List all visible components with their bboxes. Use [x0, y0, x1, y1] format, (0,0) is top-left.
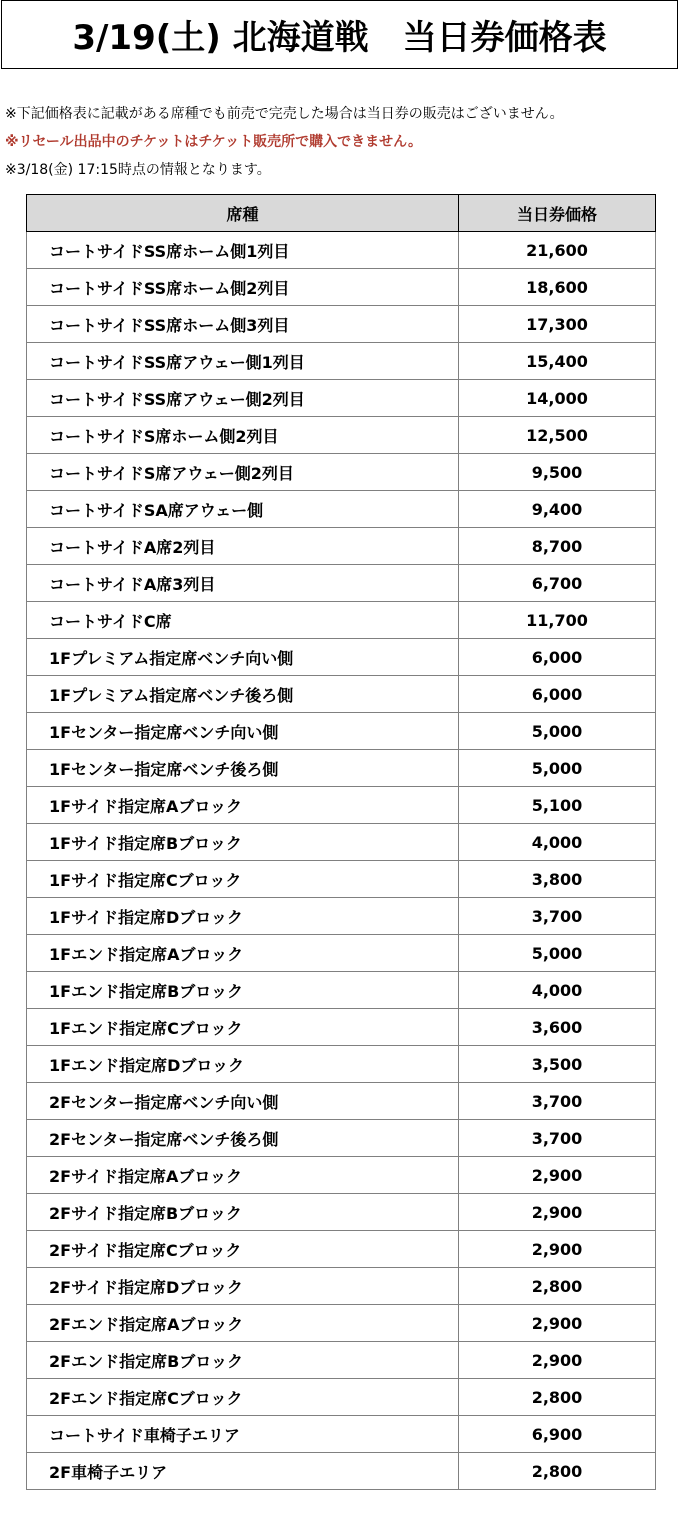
table-row	[27, 972, 656, 1009]
seat-type-cell: 1Fサイド指定席Cブロック	[27, 861, 459, 898]
seat-type-cell: 1Fプレミアム指定席ベンチ向い側	[27, 639, 459, 676]
warning-note: ※リセール出品中のチケットはチケット販売所で購入できません。	[5, 134, 422, 150]
table-row	[27, 417, 656, 454]
table-row	[27, 824, 656, 861]
table-row	[27, 898, 656, 935]
price-cell: 3,700	[459, 1083, 656, 1120]
price-cell: 3,600	[459, 1009, 656, 1046]
table-row	[27, 1305, 656, 1342]
table-row	[27, 1083, 656, 1120]
table-row	[27, 1231, 656, 1268]
seat-type-cell: 2Fサイド指定席Aブロック	[27, 1157, 459, 1194]
price-cell: 11,700	[459, 602, 656, 639]
price-cell: 5,000	[459, 750, 656, 787]
price-cell: 12,500	[459, 417, 656, 454]
price-cell: 8,700	[459, 528, 656, 565]
price-cell: 21,600	[459, 232, 656, 269]
price-cell: 2,900	[459, 1342, 656, 1379]
seat-type-cell: コートサイドA席2列目	[27, 528, 459, 565]
table-row	[27, 1046, 656, 1083]
seat-type-cell: コートサイドSS席アウェー側2列目	[27, 380, 459, 417]
seat-type-cell: コートサイドS席アウェー側2列目	[27, 454, 459, 491]
price-cell: 5,000	[459, 935, 656, 972]
table-row	[27, 1157, 656, 1194]
notes-section	[5, 100, 677, 184]
seat-type-cell: 2Fエンド指定席Bブロック	[27, 1342, 459, 1379]
table-row	[27, 639, 656, 676]
seat-type-cell: 1Fプレミアム指定席ベンチ後ろ側	[27, 676, 459, 713]
seat-type-cell: 2Fエンド指定席Aブロック	[27, 1305, 459, 1342]
table-row	[27, 1379, 656, 1416]
seat-type-cell: コートサイド車椅子エリア	[27, 1416, 459, 1453]
seat-type-cell: コートサイドSS席ホーム側3列目	[27, 306, 459, 343]
price-cell: 3,800	[459, 861, 656, 898]
column-header-seat-type: 席種	[27, 195, 459, 232]
price-cell: 6,700	[459, 565, 656, 602]
page-title: 3/19(土) 北海道戦 当日券価格表	[72, 18, 607, 58]
price-cell: 2,900	[459, 1231, 656, 1268]
seat-type-cell: コートサイドSS席アウェー側1列目	[27, 343, 459, 380]
table-row	[27, 750, 656, 787]
table-row	[27, 380, 656, 417]
seat-type-cell: 1Fエンド指定席Cブロック	[27, 1009, 459, 1046]
price-cell: 17,300	[459, 306, 656, 343]
table-header-row	[27, 195, 656, 232]
price-table	[26, 194, 656, 1490]
price-cell: 14,000	[459, 380, 656, 417]
table-row	[27, 528, 656, 565]
table-row	[27, 935, 656, 972]
price-cell: 6,000	[459, 676, 656, 713]
title-box	[1, 0, 678, 69]
seat-type-cell: コートサイドSA席アウェー側	[27, 491, 459, 528]
seat-type-cell: コートサイドA席3列目	[27, 565, 459, 602]
price-cell: 3,700	[459, 898, 656, 935]
table-row	[27, 713, 656, 750]
table-row	[27, 491, 656, 528]
seat-type-cell: 1Fセンター指定席ベンチ向い側	[27, 713, 459, 750]
price-cell: 2,900	[459, 1305, 656, 1342]
price-cell: 18,600	[459, 269, 656, 306]
seat-type-cell: コートサイドS席ホーム側2列目	[27, 417, 459, 454]
info-note: ※下記価格表に記載がある席種でも前売で完売した場合は当日券の販売はございません。	[5, 106, 564, 122]
price-cell: 3,700	[459, 1120, 656, 1157]
seat-type-cell: 1Fサイド指定席Aブロック	[27, 787, 459, 824]
price-cell: 2,900	[459, 1157, 656, 1194]
table-row	[27, 454, 656, 491]
price-cell: 4,000	[459, 824, 656, 861]
price-cell: 6,900	[459, 1416, 656, 1453]
seat-type-cell: 2F車椅子エリア	[27, 1453, 459, 1490]
table-row	[27, 306, 656, 343]
seat-type-cell: 1Fサイド指定席Dブロック	[27, 898, 459, 935]
price-cell: 4,000	[459, 972, 656, 1009]
table-row	[27, 343, 656, 380]
seat-type-cell: 2Fセンター指定席ベンチ後ろ側	[27, 1120, 459, 1157]
seat-type-cell: 1Fサイド指定席Bブロック	[27, 824, 459, 861]
seat-type-cell: コートサイドSS席ホーム側2列目	[27, 269, 459, 306]
table-row	[27, 1120, 656, 1157]
price-cell: 2,800	[459, 1268, 656, 1305]
table-row	[27, 787, 656, 824]
table-row	[27, 1268, 656, 1305]
table-row	[27, 1453, 656, 1490]
price-cell: 15,400	[459, 343, 656, 380]
price-cell: 5,000	[459, 713, 656, 750]
seat-type-cell: 2Fサイド指定席Bブロック	[27, 1194, 459, 1231]
table-row	[27, 1416, 656, 1453]
seat-type-cell: 2Fサイド指定席Cブロック	[27, 1231, 459, 1268]
price-cell: 2,800	[459, 1453, 656, 1490]
table-row	[27, 676, 656, 713]
table-row	[27, 269, 656, 306]
seat-type-cell: 1Fエンド指定席Bブロック	[27, 972, 459, 1009]
price-cell: 9,400	[459, 491, 656, 528]
seat-type-cell: 2Fセンター指定席ベンチ向い側	[27, 1083, 459, 1120]
seat-type-cell: 1Fエンド指定席Dブロック	[27, 1046, 459, 1083]
seat-type-cell: 2Fエンド指定席Cブロック	[27, 1379, 459, 1416]
info-note: ※3/18(金) 17:15時点の情報となります。	[5, 162, 271, 178]
table-row	[27, 232, 656, 269]
seat-type-cell: 1Fセンター指定席ベンチ後ろ側	[27, 750, 459, 787]
price-cell: 2,900	[459, 1194, 656, 1231]
seat-type-cell: コートサイドC席	[27, 602, 459, 639]
price-cell: 9,500	[459, 454, 656, 491]
column-header-price: 当日券価格	[459, 195, 656, 232]
table-row	[27, 602, 656, 639]
price-cell: 2,800	[459, 1379, 656, 1416]
price-cell: 5,100	[459, 787, 656, 824]
table-row	[27, 1342, 656, 1379]
table-row	[27, 1194, 656, 1231]
table-row	[27, 565, 656, 602]
price-cell: 3,500	[459, 1046, 656, 1083]
seat-type-cell: 1Fエンド指定席Aブロック	[27, 935, 459, 972]
table-row	[27, 861, 656, 898]
price-cell: 6,000	[459, 639, 656, 676]
seat-type-cell: コートサイドSS席ホーム側1列目	[27, 232, 459, 269]
seat-type-cell: 2Fサイド指定席Dブロック	[27, 1268, 459, 1305]
table-row	[27, 1009, 656, 1046]
